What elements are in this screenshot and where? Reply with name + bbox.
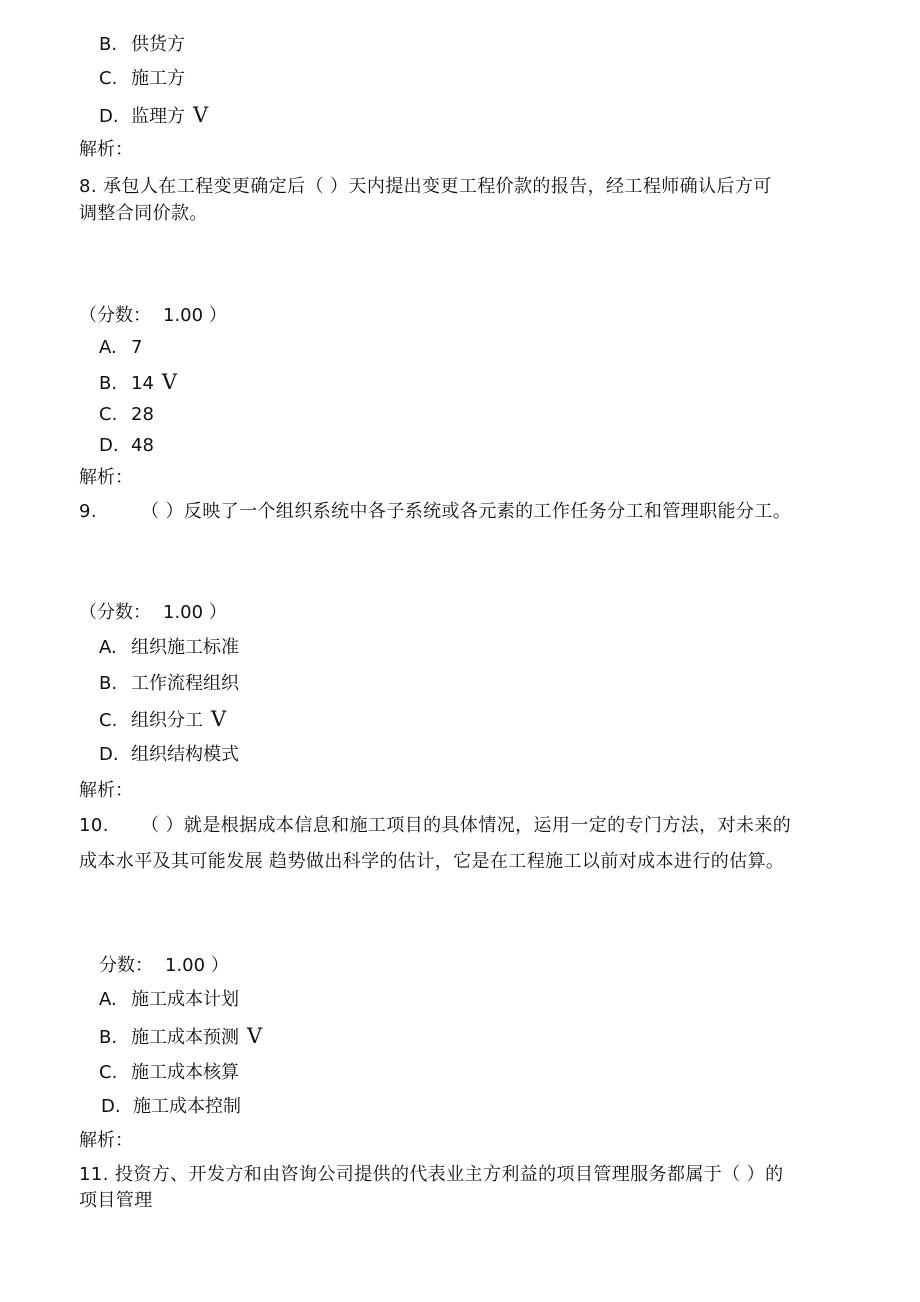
q10-text-line1: （ ）就是根据成本信息和施工项目的具体情况，运用一定的专门方法，对未来的: [141, 815, 792, 836]
option-text: 施工成本核算: [131, 1062, 239, 1083]
score-close: ）: [210, 955, 229, 976]
score-label: 分数：: [99, 955, 153, 976]
option-text: 施工方: [131, 68, 185, 89]
option-letter: A.: [99, 637, 117, 658]
score-label: （分数：: [79, 602, 151, 623]
q10-score: [99, 954, 229, 978]
q8-option-d: [99, 434, 154, 458]
q11-text-line2: 项目管理: [79, 1190, 153, 1211]
q9-text: （ ）反映了一个组织系统中各子系统或各元素的工作任务分工和管理职能分工。: [141, 501, 792, 522]
option-text: 14: [131, 373, 154, 394]
option-letter: C.: [99, 404, 118, 425]
q7-option-c: [99, 67, 185, 91]
option-text: 施工成本计划: [131, 989, 239, 1010]
q7-analysis-label: 解析：: [79, 139, 133, 160]
q9-option-b: [99, 672, 239, 696]
option-text: 监理方: [131, 106, 185, 127]
option-letter: D.: [99, 435, 119, 456]
option-text: 组织分工: [131, 710, 203, 731]
correct-check-mark: V: [193, 103, 209, 127]
q9-analysis-label: 解析：: [79, 780, 133, 801]
q11-text-line1: 11. 投资方、开发方和由咨询公司提供的代表业主方利益的项目管理服务都属于（ ）的: [79, 1164, 784, 1185]
option-text: 施工成本控制: [133, 1096, 241, 1117]
q8-option-b: [99, 370, 177, 396]
option-letter: D.: [99, 744, 119, 765]
correct-check-mark: V: [211, 707, 227, 731]
score-value: 1.00: [163, 305, 204, 326]
correct-check-mark: V: [247, 1024, 263, 1048]
q8-text-line2: 调整合同价款。: [79, 203, 208, 224]
option-text: 施工成本预测: [131, 1027, 239, 1048]
option-letter: C.: [99, 710, 118, 731]
option-text: 48: [131, 435, 154, 456]
option-letter: B.: [99, 673, 118, 694]
score-value: 1.00: [165, 955, 206, 976]
q9-score: [79, 601, 227, 625]
q10-option-b: [99, 1024, 262, 1050]
q9-number: 9.: [79, 501, 97, 522]
option-text: 28: [131, 404, 154, 425]
option-letter: A.: [99, 337, 117, 358]
score-close: ）: [208, 305, 227, 326]
q8-analysis-label: 解析：: [79, 467, 133, 488]
option-letter: B.: [99, 373, 118, 394]
q8-text-line1: 8. 承包人在工程变更确定后（ ）天内提出变更工程价款的报告，经工程师确认后方可: [79, 176, 772, 197]
q10-option-c: [99, 1061, 239, 1085]
score-close: ）: [208, 602, 227, 623]
option-letter: D.: [101, 1096, 121, 1117]
score-label: （分数：: [79, 305, 151, 326]
q7-option-b: [99, 33, 185, 57]
score-value: 1.00: [163, 602, 204, 623]
correct-check-mark: V: [161, 370, 178, 394]
q10-analysis-label: 解析：: [79, 1130, 133, 1151]
option-text: 组织施工标准: [131, 637, 239, 658]
option-letter: C.: [99, 1062, 118, 1083]
option-text: 7: [131, 337, 143, 358]
q8-score: [79, 304, 227, 328]
q10-number: 10.: [79, 815, 109, 836]
option-letter: C.: [99, 68, 118, 89]
option-text: 供货方: [131, 34, 185, 55]
option-letter: B.: [99, 1027, 118, 1048]
q9-option-d: [99, 743, 239, 767]
q10-option-a: [99, 988, 239, 1012]
q10-option-d: [101, 1095, 241, 1119]
q8-option-a: [99, 336, 142, 360]
q9-option-c: [99, 707, 226, 733]
q8-option-c: [99, 403, 154, 427]
option-text: 组织结构模式: [131, 744, 239, 765]
option-letter: D.: [99, 106, 119, 127]
option-letter: A.: [99, 989, 117, 1010]
option-letter: B.: [99, 34, 118, 55]
q9-option-a: [99, 636, 239, 660]
option-text: 工作流程组织: [131, 673, 239, 694]
q10-text-line2: 成本水平及其可能发展 趋势做出科学的估计，它是在工程施工以前对成本进行的估算。: [79, 851, 785, 872]
q7-option-d: [99, 103, 208, 129]
